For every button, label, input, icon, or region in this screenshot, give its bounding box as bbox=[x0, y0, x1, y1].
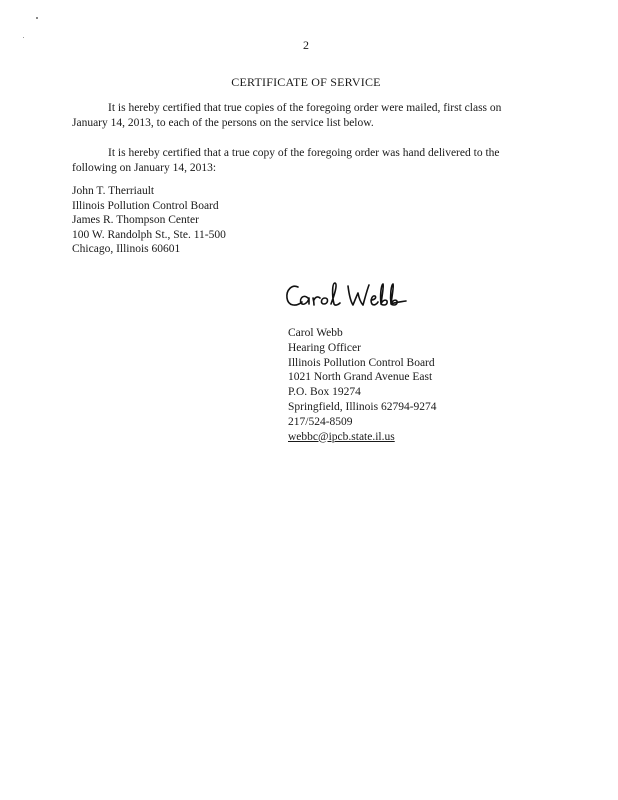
handwritten-signature bbox=[284, 276, 414, 316]
signer-block bbox=[288, 326, 437, 444]
recipient-organization: Illinois Pollution Control Board bbox=[72, 199, 219, 212]
recipient-address bbox=[72, 184, 226, 257]
recipient-name: John T. Therriault bbox=[72, 185, 155, 197]
paragraph-line: January 14, 2013, to each of the persons on the service list below. bbox=[72, 117, 374, 129]
signer-name: Carol Webb bbox=[288, 327, 343, 339]
recipient-building: James R. Thompson Center bbox=[72, 214, 199, 226]
paragraph-line: It is hereby certified that a true copy of the foregoing order was hand delivered to the bbox=[108, 147, 500, 159]
signer-title: Hearing Officer bbox=[288, 341, 361, 354]
mailing-certification-paragraph bbox=[72, 101, 524, 131]
signer-street: 1021 North Grand Avenue East bbox=[288, 371, 433, 384]
recipient-city: Chicago, Illinois 60601 bbox=[72, 243, 181, 255]
certificate-title: CERTIFICATE OF SERVICE bbox=[231, 75, 381, 89]
page-number: 2 bbox=[303, 38, 309, 52]
signer-city: Springfield, Illinois 62794-9274 bbox=[288, 400, 437, 413]
signer-organization: Illinois Pollution Control Board bbox=[288, 356, 435, 369]
recipient-street: 100 W. Randolph St., Ste. 11-500 bbox=[72, 228, 226, 241]
scan-speck bbox=[36, 17, 38, 19]
paragraph-line: It is hereby certified that true copies of the foregoing order were mailed, first class on bbox=[108, 102, 502, 114]
signer-email-link[interactable]: webbc@ipcb.state.il.us bbox=[288, 430, 395, 443]
hand-delivery-certification-paragraph bbox=[72, 146, 524, 176]
signer-po-box: P.O. Box 19274 bbox=[288, 386, 361, 399]
paragraph-line: following on January 14, 2013: bbox=[72, 162, 217, 174]
signer-phone: 217/524-8509 bbox=[288, 415, 353, 428]
